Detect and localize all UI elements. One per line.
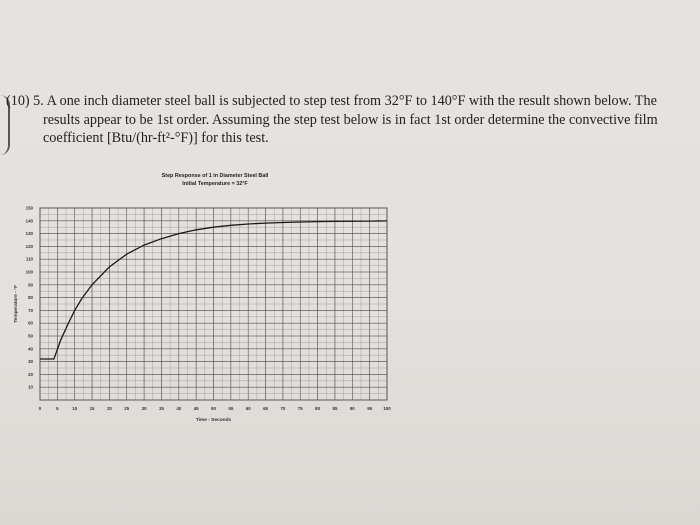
x-tick-label: 40 <box>176 406 182 411</box>
chart-subtitle: Initial Temperature = 32°F <box>182 181 248 187</box>
chart-ticks <box>26 206 392 412</box>
x-tick-label: 45 <box>193 406 199 411</box>
y-tick-label: 50 <box>28 333 33 339</box>
x-tick-label: 10 <box>72 406 78 411</box>
x-tick-label: 35 <box>159 406 164 411</box>
x-tick-label: 20 <box>106 406 112 411</box>
x-tick-label: 65 <box>263 406 268 411</box>
x-tick-label: 90 <box>349 406 355 411</box>
x-tick-label: 100 <box>383 406 391 411</box>
y-tick-label: 90 <box>28 282 33 288</box>
y-tick-label: 70 <box>28 307 33 313</box>
x-tick-label: 25 <box>124 406 130 411</box>
y-axis-title: Temperature - °F <box>14 285 19 323</box>
x-tick-label: 5 <box>56 406 59 411</box>
problem-text-1: A one inch diameter steel ball is subjected to step test from 32°F to 140°F with the result shown below. The <box>46 93 657 109</box>
y-tick-label: 30 <box>28 359 33 365</box>
problem-line-3: coefficient [Btu/(hr-ft²-°F)] for this test. <box>43 130 269 146</box>
y-tick-label: 80 <box>28 295 33 301</box>
x-tick-label: 15 <box>89 406 95 411</box>
x-tick-label: 55 <box>228 406 234 411</box>
problem-line-2: results appear to be 1st order. Assuming the step test below is in fact 1st order determine the convective film <box>43 111 658 128</box>
y-tick-label: 150 <box>25 205 33 211</box>
chart-grid <box>40 208 387 400</box>
y-tick-label: 20 <box>28 371 33 377</box>
y-tick-label: 110 <box>25 256 33 262</box>
y-tick-label: 140 <box>25 218 33 224</box>
y-tick-label: 130 <box>25 231 33 237</box>
y-tick-label: 40 <box>28 346 33 352</box>
x-tick-label: 85 <box>332 406 338 411</box>
y-tick-label: 100 <box>25 269 33 275</box>
y-tick-label: 120 <box>25 243 33 249</box>
x-tick-label: 70 <box>280 406 286 411</box>
x-tick-label: 50 <box>211 406 216 411</box>
problem-number: (10) 5. <box>6 93 44 109</box>
chart-title: Step Response of 1 in Diameter Steel Ball <box>161 173 269 179</box>
x-tick-label: 80 <box>315 406 321 411</box>
y-tick-label: 60 <box>28 320 33 326</box>
y-tick-label: 10 <box>28 384 33 390</box>
x-tick-label: 75 <box>297 406 303 411</box>
x-axis-title: Time - Seconds <box>195 418 232 423</box>
x-tick-label: 0 <box>38 406 42 411</box>
x-tick-label: 95 <box>367 406 373 411</box>
x-tick-label: 30 <box>141 406 147 411</box>
x-tick-label: 60 <box>245 406 251 411</box>
